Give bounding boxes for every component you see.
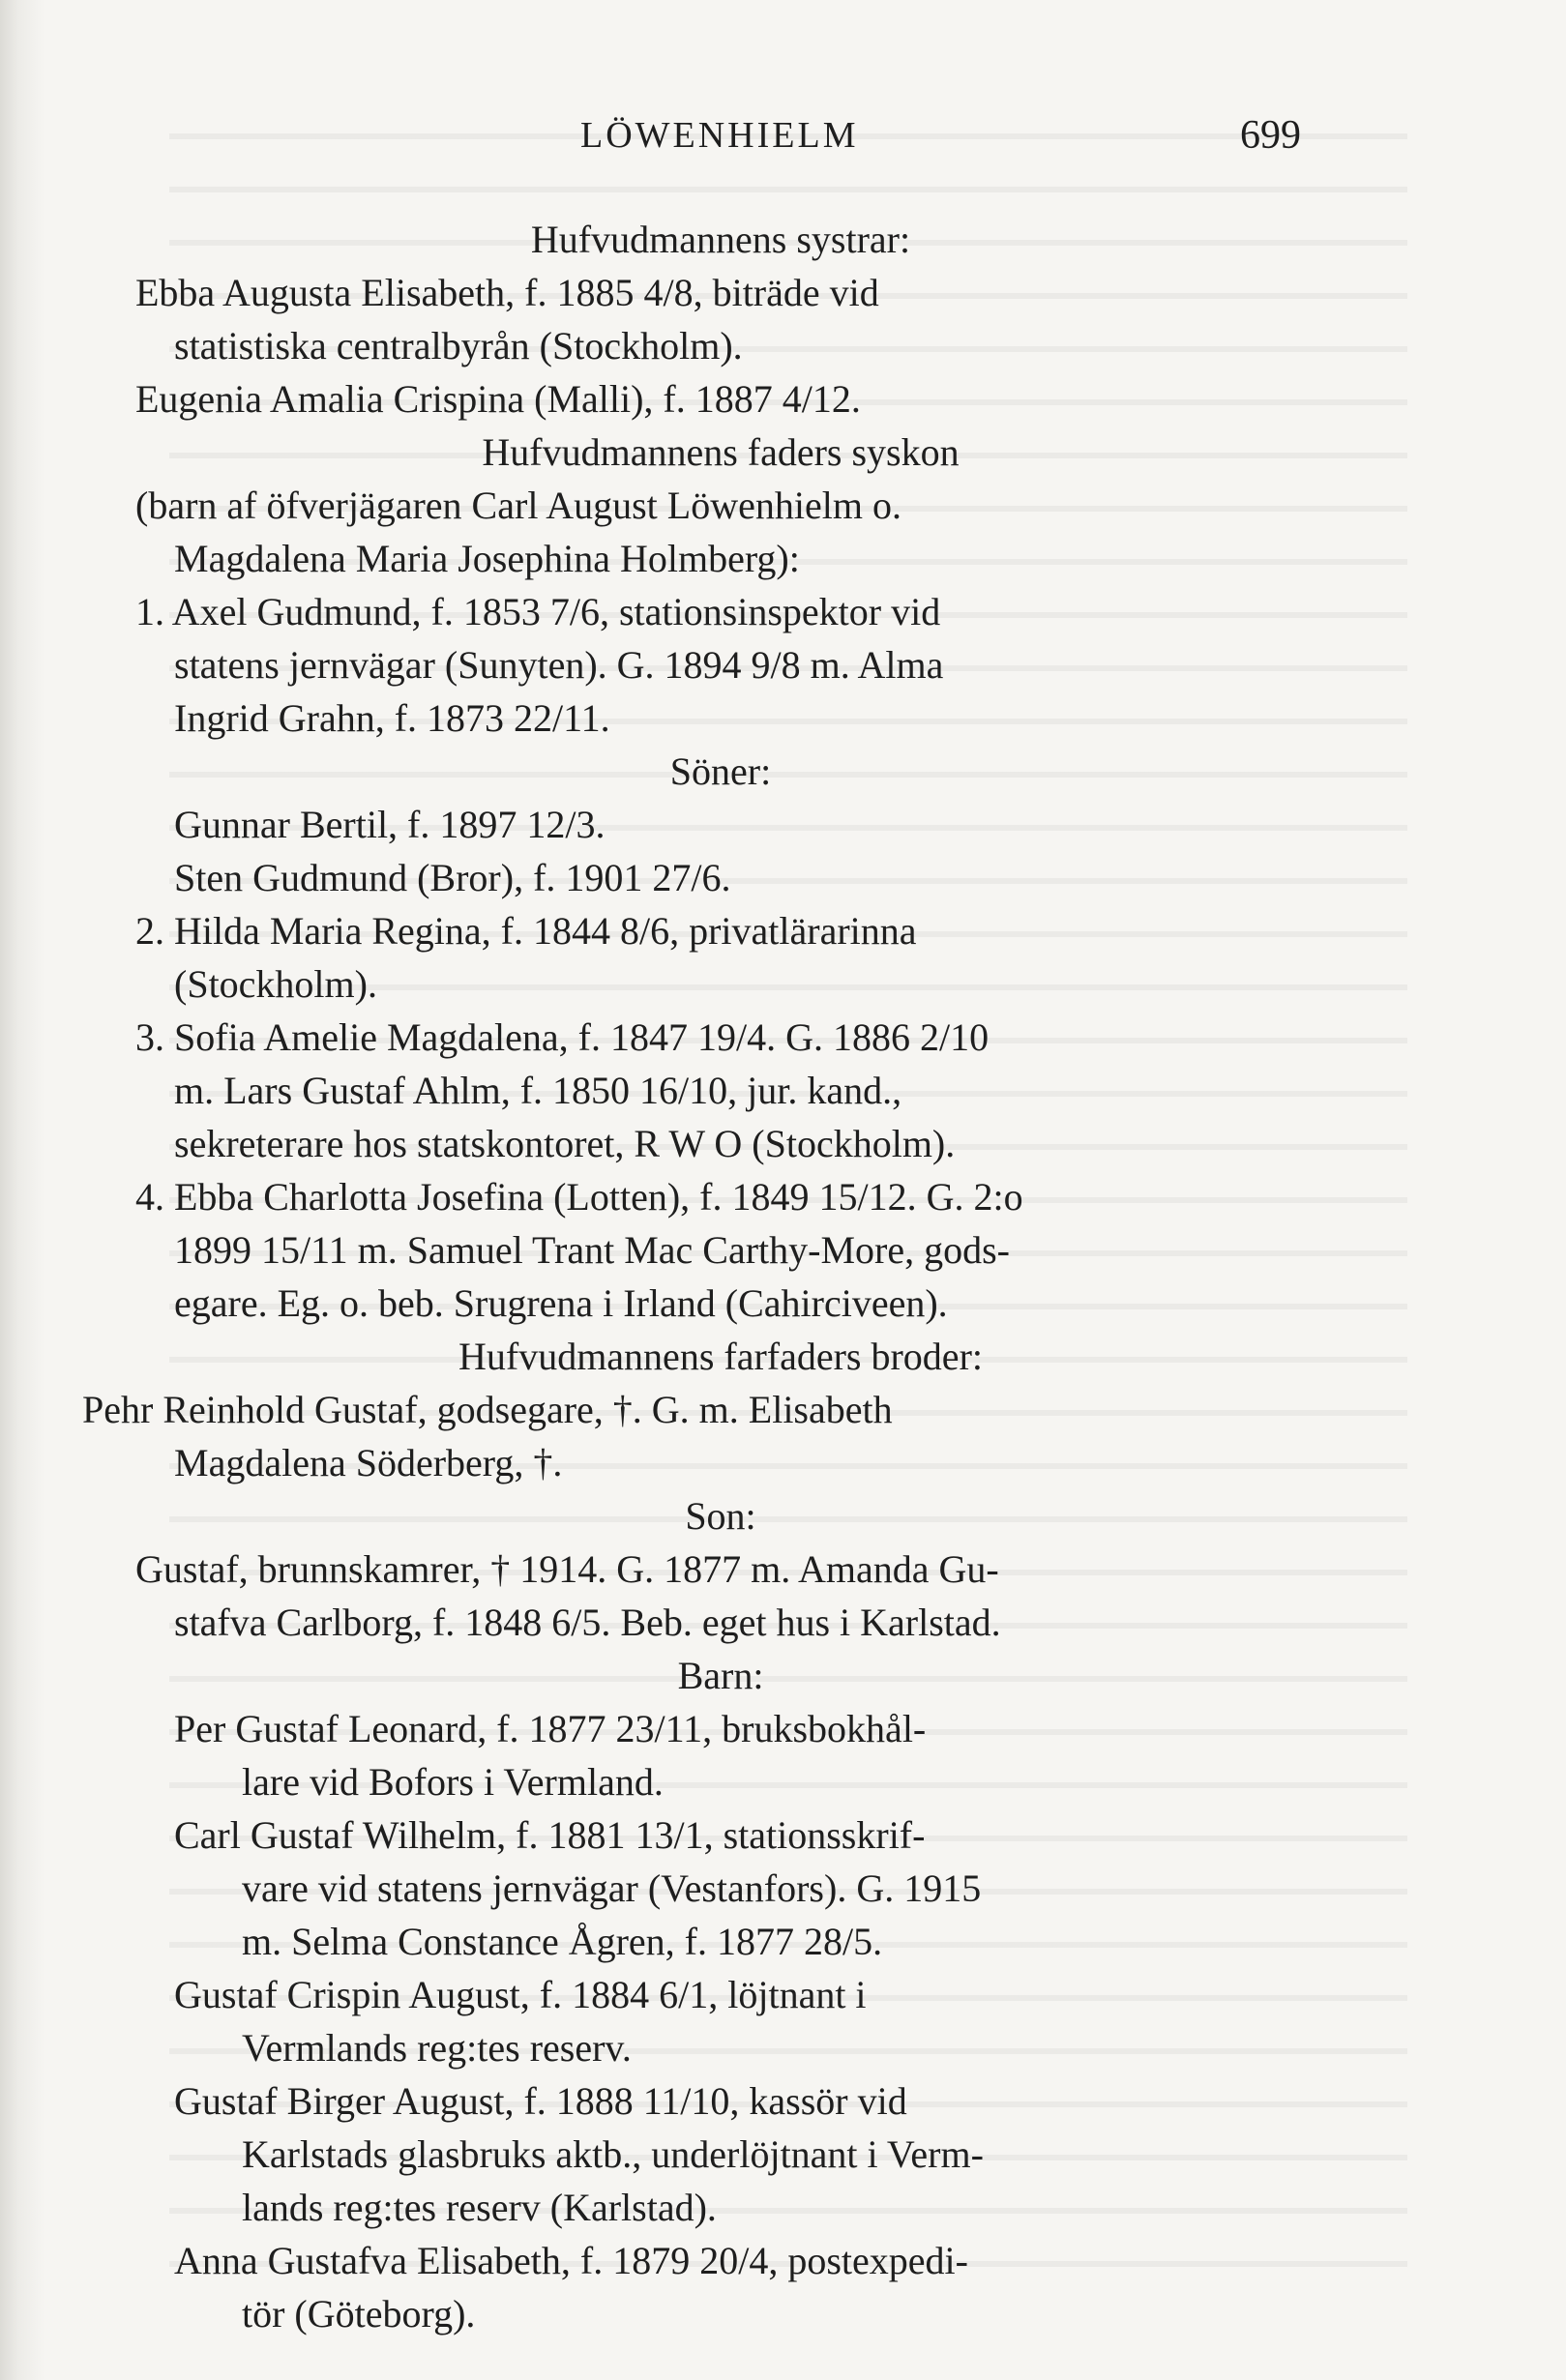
text-line: (barn af öfverjägaren Carl August Löwenhielm o. <box>135 484 901 527</box>
text-line: Carl Gustaf Wilhelm, f. 1881 13/1, stationsskrif- <box>174 1813 926 1857</box>
text-line: stafva Carlborg, f. 1848 6/5. Beb. eget hus i Karlstad. <box>174 1601 1001 1644</box>
page-number: 699 <box>1240 113 1301 158</box>
text-line: Vermlands reg:tes reserv. <box>242 2026 632 2070</box>
text-line: 3. Sofia Amelie Magdalena, f. 1847 19/4. G. 1886 2/10 <box>135 1015 990 1059</box>
text-line: 2. Hilda Maria Regina, f. 1844 8/6, privatlärarinna <box>135 909 917 953</box>
page-binding-shadow <box>0 0 44 2380</box>
text-line: 1. Axel Gudmund, f. 1853 7/6, stationsinspektor vid <box>135 590 941 633</box>
text-line: Magdalena Söderberg, †. <box>174 1441 563 1484</box>
text-line: m. Lars Gustaf Ahlm, f. 1850 16/10, jur. kand., <box>174 1069 902 1112</box>
text-line: statistiska centralbyrån (Stockholm). <box>174 324 743 367</box>
running-head: LÖWENHIELM <box>580 115 859 156</box>
text-line: vare vid statens jernvägar (Vestanfors). G. 1915 <box>242 1866 982 1910</box>
section-heading: Söner: <box>669 749 772 793</box>
text-line: Pehr Reinhold Gustaf, godsegare, †. G. m. Elisabeth <box>82 1388 893 1431</box>
section-heading: Son: <box>685 1494 756 1538</box>
text-line: Magdalena Maria Josephina Holmberg): <box>174 537 800 580</box>
text-line: Sten Gudmund (Bror), f. 1901 27/6. <box>174 856 731 899</box>
genealogy-text <box>82 213 1306 2340</box>
text-line: egare. Eg. o. beb. Srugrena i Irland (Cahirciveen). <box>174 1281 948 1325</box>
text-line: lare vid Bofors i Vermland. <box>242 1760 664 1804</box>
text-line: Per Gustaf Leonard, f. 1877 23/11, bruksbokhål- <box>174 1707 927 1750</box>
text-line: sekreterare hos statskontoret, R W O (Stockholm). <box>174 1122 956 1165</box>
text-line: Ebba Augusta Elisabeth, f. 1885 4/8, biträde vid <box>135 271 879 314</box>
text-line: 4. Ebba Charlotta Josefina (Lotten), f. 1849 15/12. G. 2:o <box>135 1175 1023 1219</box>
text-line: Anna Gustafva Elisabeth, f. 1879 20/4, postexpedi- <box>174 2239 968 2282</box>
text-line: Gustaf Crispin August, f. 1884 6/1, löjtnant i <box>174 1973 867 2016</box>
text-line: 1899 15/11 m. Samuel Trant Mac Carthy-More, gods- <box>174 1228 1011 1272</box>
section-heading: Hufvudmannens farfaders broder: <box>458 1335 983 1378</box>
text-line: Gunnar Bertil, f. 1897 12/3. <box>174 803 606 846</box>
text-line: lands reg:tes reserv (Karlstad). <box>242 2186 717 2229</box>
text-line: Gustaf Birger August, f. 1888 11/10, kassör vid <box>174 2079 907 2123</box>
text-line: Gustaf, brunnskamrer, † 1914. G. 1877 m. Amanda Gu- <box>135 1547 999 1591</box>
section-heading: Hufvudmannens faders syskon <box>482 430 960 474</box>
text-line: (Stockholm). <box>174 962 377 1006</box>
text-line: statens jernvägar (Sunyten). G. 1894 9/8 m. Alma <box>174 643 944 687</box>
text-line: tör (Göteborg). <box>242 2292 476 2336</box>
section-heading: Barn: <box>677 1654 764 1697</box>
text-line: m. Selma Constance Ågren, f. 1877 28/5. <box>242 1920 883 1963</box>
section-heading: Hufvudmannens systrar: <box>530 218 911 261</box>
text-line: Karlstads glasbruks aktb., underlöjtnant i Verm- <box>242 2132 984 2176</box>
text-line: Eugenia Amalia Crispina (Malli), f. 1887 4/12. <box>135 377 861 421</box>
text-line: Ingrid Grahn, f. 1873 22/11. <box>174 696 610 740</box>
